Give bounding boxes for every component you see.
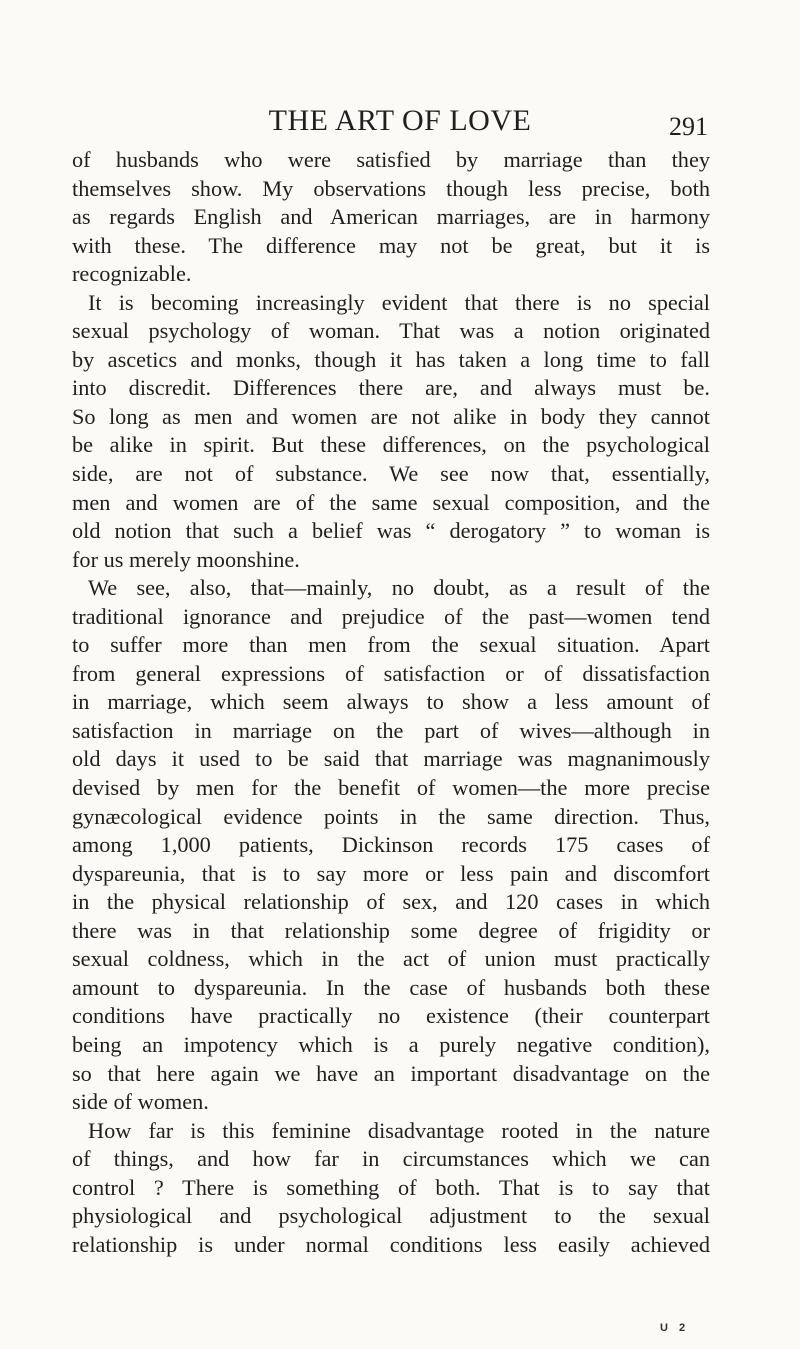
text-line: satisfaction in marriage on the part of wives—although in xyxy=(72,717,710,743)
page-number: 291 xyxy=(669,112,708,141)
text-line: as regards English and American marriages, are in harmony xyxy=(72,204,710,230)
text-line: of husbands who were satisfied by marriage than they xyxy=(72,147,710,172)
text-line: conditions have practically no existence (their counterpart xyxy=(72,1003,710,1029)
text-line: sexual psychology of woman. That was a notion originated xyxy=(72,318,710,344)
text-line: men and women are of the same sexual composition, and the xyxy=(72,489,710,515)
text-line: old days it used to be said that marriage was magnanimously xyxy=(72,746,710,772)
text-line: being an impotency which is a purely negative condition), xyxy=(72,1031,710,1057)
text-line: traditional ignorance and prejudice of the past—women tend xyxy=(72,603,710,629)
signature-mark: U 2 xyxy=(660,1322,690,1334)
text-line: from general expressions of satisfaction or of dissatisfaction xyxy=(72,660,710,686)
text-line: devised by men for the benefit of women—the more precise xyxy=(72,775,710,801)
running-title: THE ART OF LOVE xyxy=(268,104,532,137)
text-line: We see, also, that—mainly, no doubt, as a result of the xyxy=(88,575,710,601)
body-text xyxy=(72,146,710,1259)
text-line: be alike in spirit. But these differences, on the psychological xyxy=(72,432,710,458)
text-line: in marriage, which seem always to show a less amount of xyxy=(72,689,710,715)
text-line: by ascetics and monks, though it has taken a long time to fall xyxy=(72,346,710,372)
text-line: physiological and psychological adjustment to the sexual xyxy=(72,1203,710,1229)
text-line: with these. The difference may not be great, but it is xyxy=(72,232,710,258)
text-line: in the physical relationship of sex, and 120 cases in which xyxy=(72,889,710,915)
text-line: themselves show. My observations though less precise, both xyxy=(72,175,710,201)
text-line: of things, and how far in circumstances which we can xyxy=(72,1146,710,1172)
text-line: So long as men and women are not alike in body they cannot xyxy=(72,403,710,429)
text-line: How far is this feminine disadvantage rooted in the nature xyxy=(88,1117,710,1143)
text-line: relationship is under normal conditions less easily achieved xyxy=(72,1231,710,1257)
text-line: It is becoming increasingly evident that there is no special xyxy=(88,289,710,315)
text-line: old notion that such a belief was “ derogatory ” to woman is xyxy=(72,518,710,544)
text-line: gynæcological evidence points in the same direction. Thus, xyxy=(72,803,710,829)
text-line: control ? There is something of both. That is to say that xyxy=(72,1174,710,1200)
running-head xyxy=(0,104,800,144)
text-line: side, are not of substance. We see now that, essentially, xyxy=(72,461,710,487)
text-line: into discredit. Differences there are, and always must be. xyxy=(72,375,710,401)
text-line: so that here again we have an important disadvantage on the xyxy=(72,1060,710,1086)
text-line: sexual coldness, which in the act of union must practically xyxy=(72,946,710,972)
text-line: there was in that relationship some degree of frigidity or xyxy=(72,917,710,943)
text-line: amount to dyspareunia. In the case of husbands both these xyxy=(72,974,710,1000)
text-line: among 1,000 patients, Dickinson records 175 cases of xyxy=(72,832,710,858)
text-line: to suffer more than men from the sexual situation. Apart xyxy=(72,632,710,658)
text-line: recognizable. xyxy=(72,261,192,287)
text-line: side of women. xyxy=(72,1089,209,1115)
text-line: for us merely moonshine. xyxy=(72,546,300,572)
text-line: dyspareunia, that is to say more or less pain and discomfort xyxy=(72,860,710,886)
